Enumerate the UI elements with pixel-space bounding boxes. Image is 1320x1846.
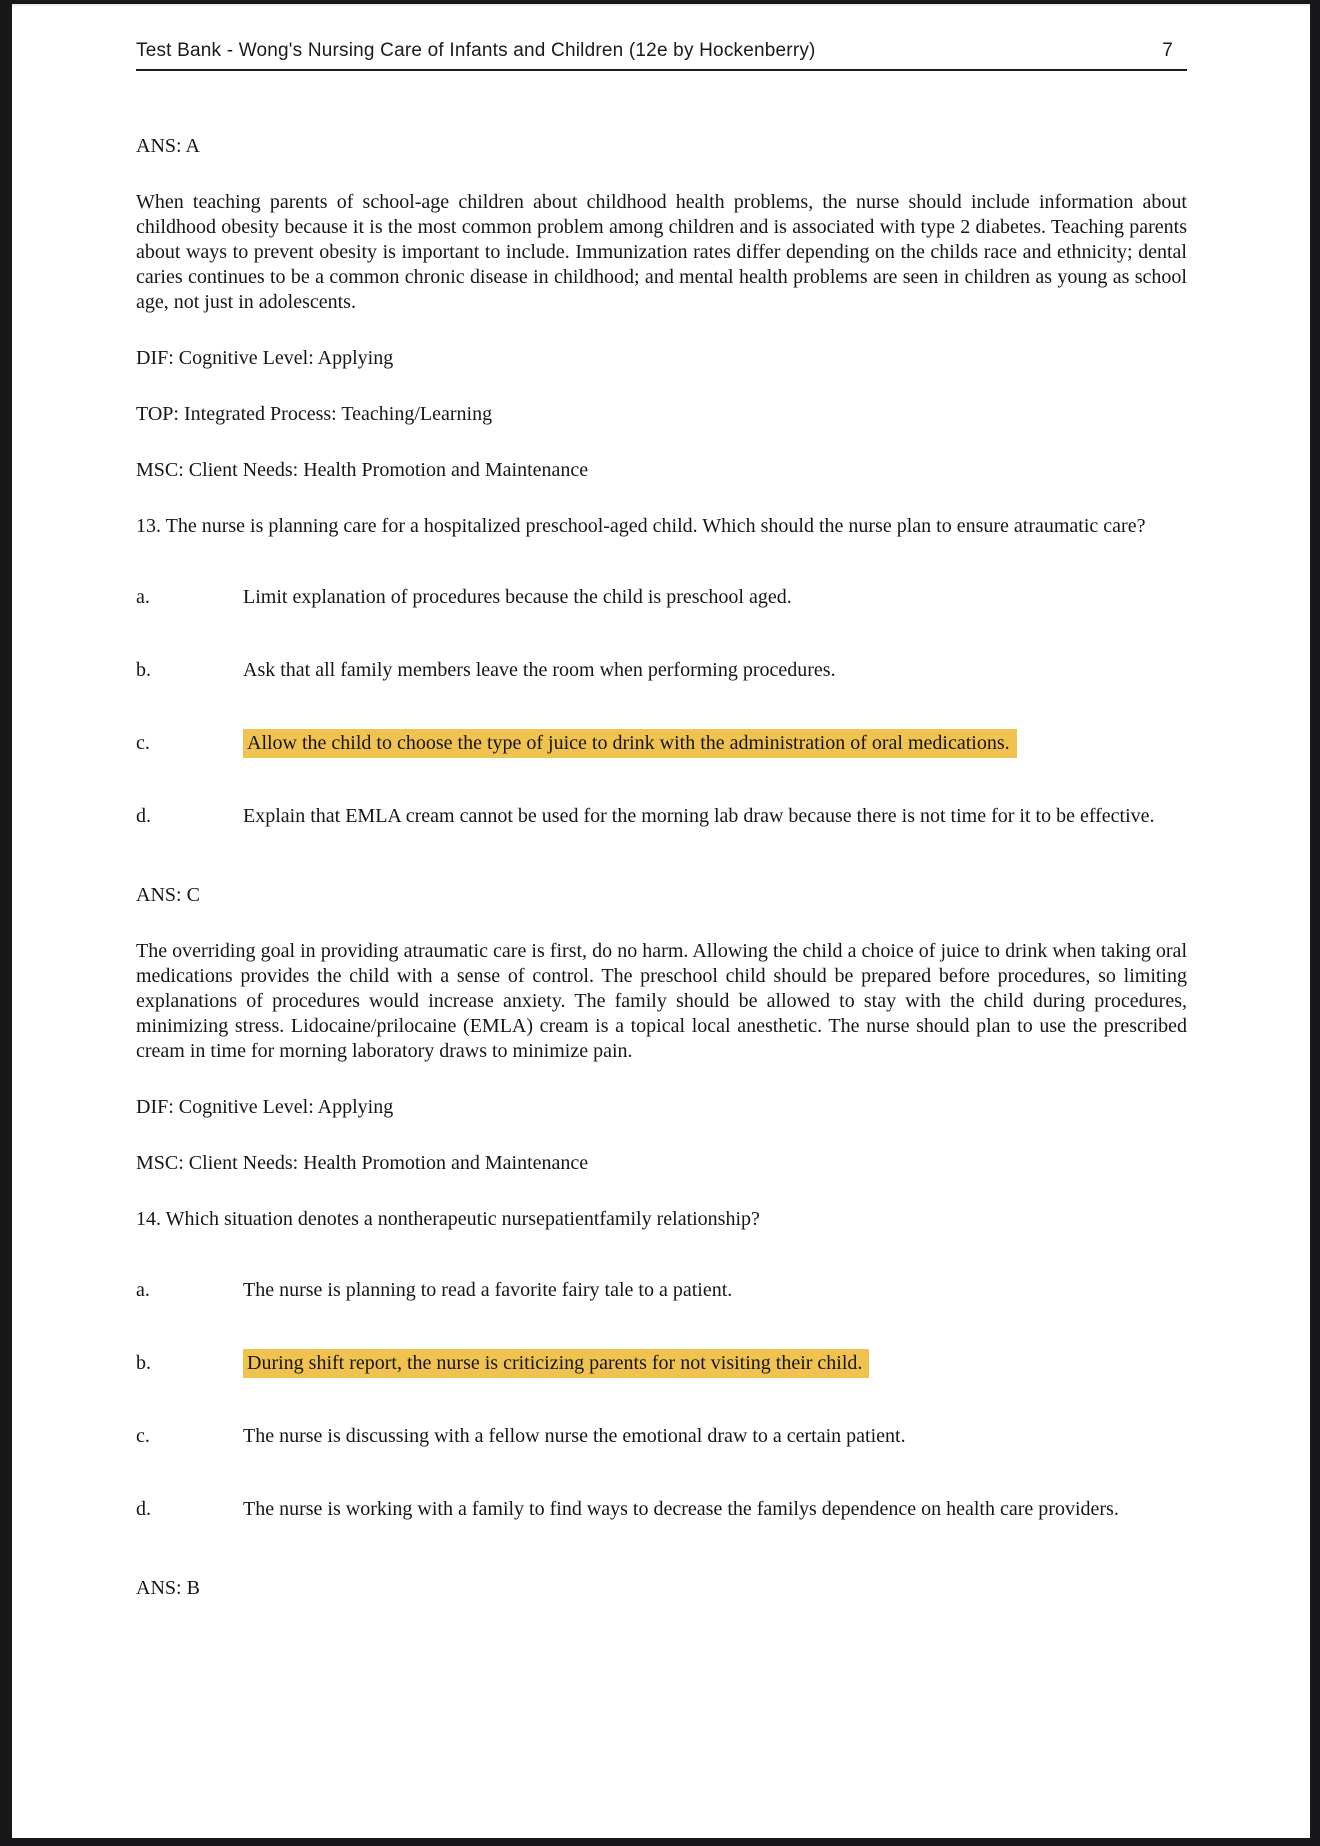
option-text: The nurse is working with a family to find ways to decrease the familys dependence on health care providers. — [243, 1498, 1119, 1520]
feedback-paragraph-q13: The overriding goal in providing atraumatic care is first, do no harm. Allowing the child a choice of juice to drink when taking oral medications provides the child with a sense of control. The preschool child should be prepared before procedures, so limiting explanations of procedures would increase anxiety. The family should be allowed to stay with the child during procedures, minimizing stress. Lidocaine/prilocaine (EMLA) cream is a topical local anesthetic. The nurse should plan to use the prescribed cream in time for morning laboratory draws to minimize pain. — [136, 940, 1187, 1062]
option-text: The nurse is discussing with a fellow nurse the emotional draw to a certain patient. — [243, 1425, 906, 1447]
top-line-q12: TOP: Integrated Process: Teaching/Learning — [136, 403, 493, 425]
option-letter: b. — [136, 1352, 151, 1374]
document-body — [136, 134, 1187, 1601]
question-13-option-b — [136, 658, 1187, 683]
option-letter: c. — [136, 732, 150, 754]
option-letter: b. — [136, 659, 151, 681]
page-number: 7 — [1162, 40, 1173, 61]
answer-line-q12: ANS: A — [136, 135, 200, 157]
page-sheet — [12, 4, 1310, 1838]
question-14-option-c — [136, 1424, 1187, 1449]
option-text: During shift report, the nurse is criticizing parents for not visiting their child. — [243, 1351, 869, 1376]
option-text: Ask that all family members leave the room when performing procedures. — [243, 659, 836, 681]
msc-line-q13: MSC: Client Needs: Health Promotion and Maintenance — [136, 1152, 589, 1174]
question-14-option-a — [136, 1278, 1187, 1303]
question-13-option-a — [136, 585, 1187, 610]
question-13-option-c-highlighted — [136, 731, 1187, 756]
question-13-option-d — [136, 804, 1187, 829]
content-column — [136, 40, 1187, 1601]
option-text: Explain that EMLA cream cannot be used for the morning lab draw because there is not time for it to be effective. — [243, 805, 1155, 827]
dif-line-q12: DIF: Cognitive Level: Applying — [136, 347, 394, 369]
option-text: The nurse is planning to read a favorite fairy tale to a patient. — [243, 1279, 733, 1301]
feedback-paragraph-q12: When teaching parents of school-age children about childhood health problems, the nurse should include information about childhood obesity because it is the most common problem among children and is associated with type 2 diabetes. Teaching parents about ways to prevent obesity is important to include. Immunization rates differ depending on the childs race and ethnicity; dental caries continues to be a common chronic disease in childhood; and mental health problems are seen in children as young as school age, not just in adolescents. — [136, 191, 1187, 313]
option-letter: d. — [136, 1498, 151, 1520]
dif-line-q13: DIF: Cognitive Level: Applying — [136, 1096, 394, 1118]
answer-line-q14: ANS: B — [136, 1577, 200, 1599]
option-letter: c. — [136, 1425, 150, 1447]
option-text: Limit explanation of procedures because the child is preschool aged. — [243, 586, 792, 608]
question-13-stem: 13. The nurse is planning care for a hospitalized preschool-aged child. Which should the nurse plan to ensure atraumatic care? — [136, 515, 1146, 537]
msc-line-q12: MSC: Client Needs: Health Promotion and Maintenance — [136, 459, 589, 481]
document-title: Test Bank - Wong's Nursing Care of Infants and Children (12e by Hockenberry) — [136, 40, 816, 61]
option-text: Allow the child to choose the type of juice to drink with the administration of oral medications. — [243, 731, 1017, 756]
question-14-option-b-highlighted — [136, 1351, 1187, 1376]
answer-line-q13: ANS: C — [136, 884, 200, 906]
page-header — [136, 40, 1187, 71]
question-14-option-d — [136, 1497, 1187, 1522]
option-letter: a. — [136, 586, 150, 608]
question-14-stem: 14. Which situation denotes a nontherapeutic nursepatientfamily relationship? — [136, 1208, 760, 1230]
option-letter: d. — [136, 805, 151, 827]
option-letter: a. — [136, 1279, 150, 1301]
